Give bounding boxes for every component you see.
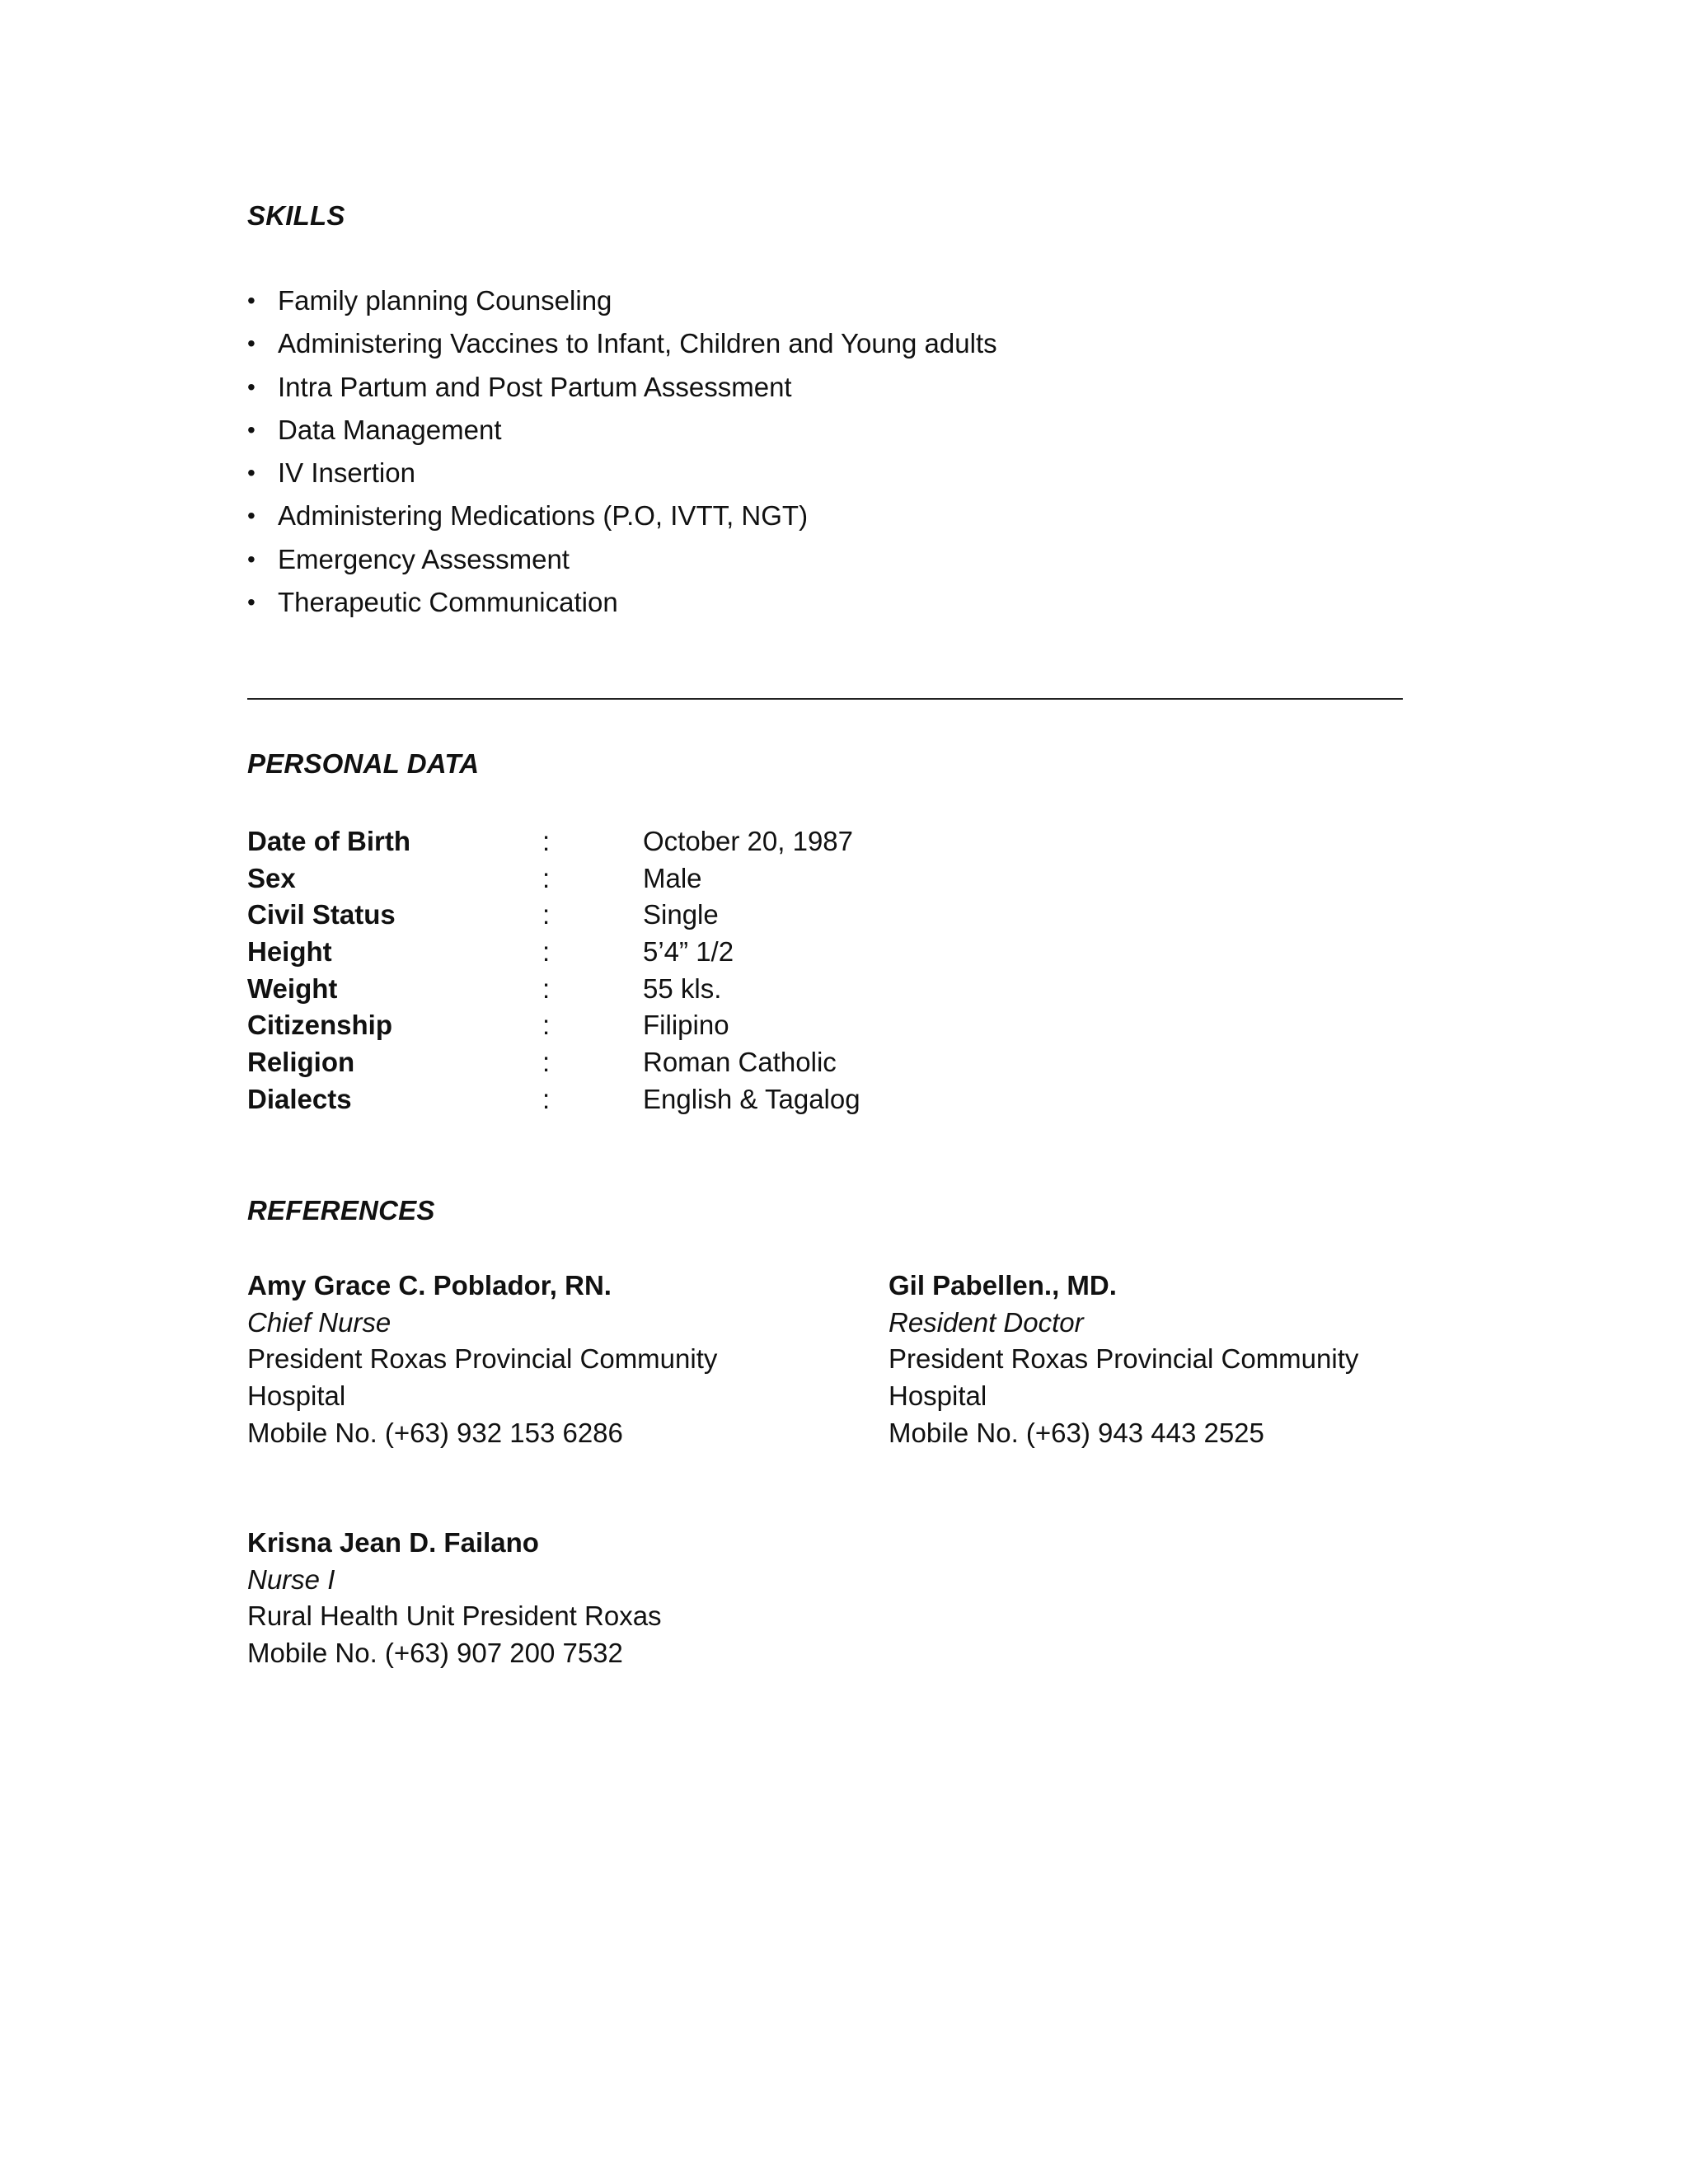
data-separator: : — [542, 1083, 551, 1114]
reference-entry — [247, 1268, 775, 1452]
data-value: October 20, 1987 — [643, 826, 854, 856]
list-item — [247, 326, 997, 369]
data-value: English & Tagalog — [643, 1083, 860, 1114]
data-separator: : — [542, 972, 551, 1004]
list-item — [247, 542, 997, 585]
data-separator: : — [542, 826, 551, 856]
list-item — [247, 456, 997, 499]
data-label: Height — [247, 936, 332, 968]
data-label: Civil Status — [247, 899, 396, 930]
data-label: Dialects — [247, 1083, 352, 1114]
reference-org: Rural Health Unit President Roxas — [247, 1601, 662, 1632]
reference-title: Chief Nurse — [247, 1306, 392, 1338]
data-value: Roman Catholic — [643, 1047, 837, 1078]
data-separator: : — [542, 862, 551, 893]
data-label: Weight — [247, 972, 338, 1004]
data-separator: : — [542, 1047, 551, 1078]
list-item — [247, 499, 997, 541]
data-label: Citizenship — [247, 1010, 393, 1041]
skill-text: Emergency Assessment — [278, 543, 570, 574]
data-separator: : — [542, 899, 551, 930]
reference-org: President Roxas Provincial Community — [247, 1343, 718, 1375]
reference-phone: Mobile No. (+63) 932 153 6286 — [247, 1417, 623, 1448]
reference-phone: Mobile No. (+63) 943 443 2525 — [889, 1417, 1264, 1448]
list-item — [247, 370, 997, 413]
reference-name: Krisna Jean D. Failano — [247, 1527, 539, 1558]
reference-entry — [889, 1268, 1416, 1452]
data-label: Sex — [247, 862, 296, 893]
data-label: Date of Birth — [247, 826, 410, 856]
skills-heading: SKILLS — [247, 200, 345, 231]
bullet-icon: • — [247, 373, 256, 400]
data-label: Religion — [247, 1047, 355, 1078]
data-separator: : — [542, 936, 551, 968]
list-item — [247, 585, 997, 628]
bullet-icon: • — [247, 589, 256, 616]
references-heading: REFERENCES — [247, 1195, 435, 1226]
skill-text: Administering Medications (P.O, IVTT, NGT) — [278, 500, 809, 532]
data-value: Single — [643, 899, 719, 930]
list-item — [247, 413, 997, 456]
reference-org-continued: Hospital — [247, 1380, 346, 1412]
skills-list — [247, 284, 997, 628]
skill-text: Family planning Counseling — [278, 285, 612, 316]
reference-org-continued: Hospital — [889, 1380, 987, 1412]
skill-text: Intra Partum and Post Partum Assessment — [278, 371, 792, 402]
bullet-icon: • — [247, 288, 256, 313]
bullet-icon: • — [247, 416, 256, 443]
data-value: Male — [643, 862, 702, 893]
skill-text: Therapeutic Communication — [278, 587, 618, 618]
bullet-icon: • — [247, 546, 256, 572]
reference-name: Amy Grace C. Poblador, RN. — [247, 1270, 612, 1301]
reference-title: Resident Doctor — [889, 1306, 1084, 1338]
bullet-icon: • — [247, 503, 256, 529]
bullet-icon: • — [247, 330, 256, 357]
bullet-icon: • — [247, 460, 256, 486]
reference-org: President Roxas Provincial Community — [889, 1343, 1359, 1375]
list-item — [247, 284, 997, 326]
reference-name: Gil Pabellen., MD. — [889, 1270, 1117, 1301]
section-divider — [247, 698, 1403, 700]
reference-entry — [247, 1525, 775, 1672]
reference-title: Nurse I — [247, 1563, 335, 1595]
personal-data-heading: PERSONAL DATA — [247, 748, 480, 779]
skill-text: IV Insertion — [278, 457, 415, 489]
data-value: 5’4” 1/2 — [643, 936, 734, 968]
reference-phone: Mobile No. (+63) 907 200 7532 — [247, 1638, 623, 1669]
skill-text: Administering Vaccines to Infant, Children and Young adults — [278, 328, 997, 359]
data-separator: : — [542, 1010, 551, 1041]
data-value: 55 kls. — [643, 972, 722, 1004]
skill-text: Data Management — [278, 414, 502, 445]
data-value: Filipino — [643, 1010, 729, 1041]
